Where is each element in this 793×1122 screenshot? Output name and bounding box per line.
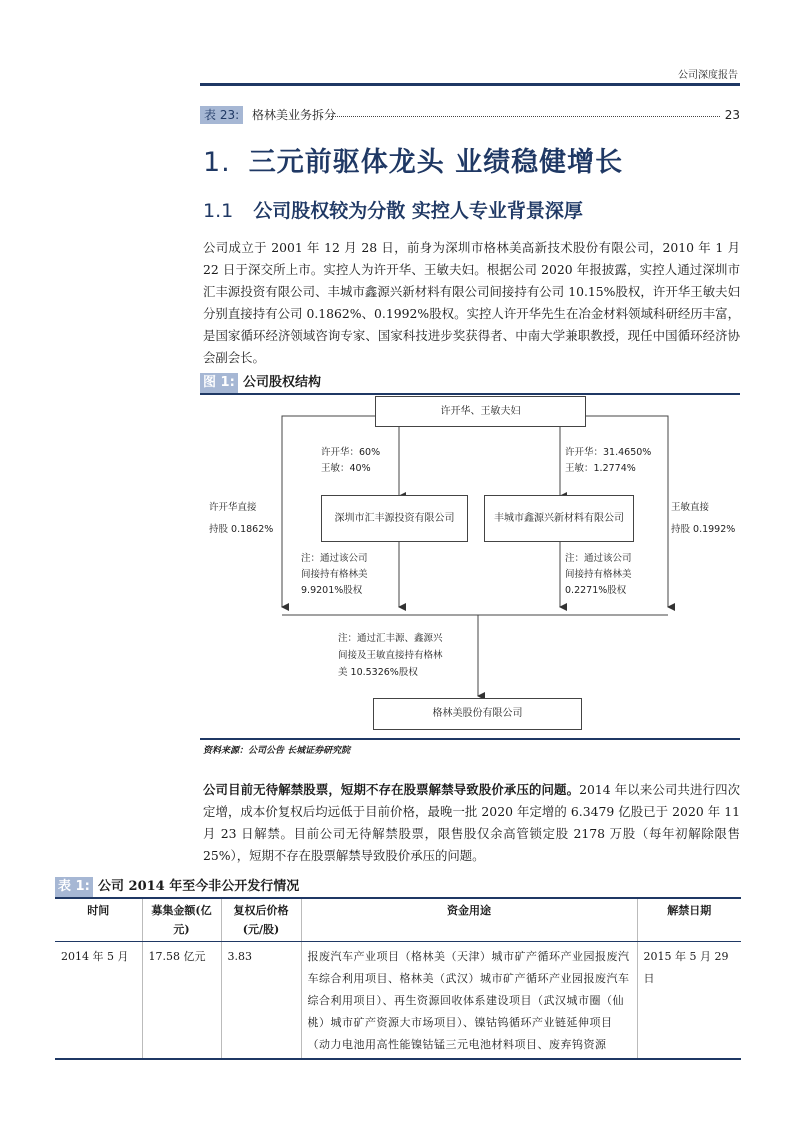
figure-bottom-rule bbox=[200, 738, 740, 740]
figure-tag: 图 1: bbox=[200, 373, 238, 393]
table-tag: 表 1: bbox=[55, 877, 93, 897]
table-caption bbox=[55, 877, 741, 899]
toc-label: 表 23: bbox=[200, 106, 243, 124]
toc-leader-dots bbox=[328, 116, 720, 117]
report-type-label: 公司深度报告 bbox=[678, 70, 738, 81]
node-xinyuanxing: 丰城市鑫源兴新材料有限公司 bbox=[484, 495, 634, 542]
col-amount: 募集金额(亿元) bbox=[142, 899, 221, 942]
cell-amount: 17.58 亿元 bbox=[142, 942, 221, 1061]
cell-usage: 报废汽车产业项目（格林美（天津）城市矿产循环产业园报废汽车综合利用项目、格林美（武汉）城市矿产循环产业园报废汽车综合利用项目）、再生资源回收体系建设项目（武汉城市圈（仙桃）城市矿产资源大市场项目）、镍钴钨循环产业链延伸项目（动力电池用高性能镍钴锰三元电池材料项目、废弃钨资源 bbox=[301, 942, 637, 1061]
subsection-heading bbox=[203, 196, 583, 223]
ownership-diagram bbox=[200, 393, 740, 738]
footer-rule bbox=[55, 1058, 741, 1060]
cell-price: 3.83 bbox=[221, 942, 301, 1061]
note-right-share: 许开华：31.4650% 王敏：1.2774% bbox=[565, 447, 652, 474]
figure-source: 资料来源：公司公告 长城证券研究院 bbox=[203, 746, 351, 756]
note-xu-direct: 许开华直接 持股 0.1862% bbox=[209, 502, 274, 535]
header-rule bbox=[200, 83, 740, 86]
note-right-indirect: 注：通过该公司 间接持有格林美 0.2271%股权 bbox=[565, 553, 632, 596]
unlock-paragraph-lead: 公司目前无待解禁股票，短期不存在股票解禁导致股价承压的问题。 bbox=[203, 782, 580, 797]
section-number: 1. bbox=[203, 147, 231, 178]
intro-paragraph: 公司成立于 2001 年 12 月 28 日，前身为深圳市格林美高新技术股份有限公司，2010 年 1 月 22 日于深交所上市。实控人为许开华、王敏夫妇。根据公司 2020 年报披露，实控人通过深圳市汇丰源投资有限公司、丰城市鑫源兴新材料有限公司间接持有公司 10.15%股权，许开华王敏夫妇分别直接持有公司 0.1862%、0.1992%股权。实控人许开华先生在冶金材料领域科研经历丰富，是国家循环经济领域咨询专家、国家科技进步奖获得者、中南大学兼职教授，现任中国循环经济协会副会长。 bbox=[203, 240, 740, 365]
placement-table bbox=[55, 899, 741, 1060]
col-unlock: 解禁日期 bbox=[637, 899, 741, 942]
toc-page: 23 bbox=[724, 108, 740, 122]
col-time: 时间 bbox=[55, 899, 142, 942]
subsection-title: 公司股权较为分散 实控人专业背景深厚 bbox=[253, 200, 583, 222]
section-heading bbox=[203, 140, 623, 179]
col-price: 复权后价格(元/股) bbox=[221, 899, 301, 942]
table-title: 公司 2014 年至今非公开发行情况 bbox=[98, 879, 300, 894]
note-left-indirect: 注：通过该公司 间接持有格林美 9.9201%股权 bbox=[301, 553, 368, 596]
table-header-row bbox=[55, 899, 741, 942]
cell-unlock: 2015 年 5 月 29 日 bbox=[643, 950, 729, 985]
node-controllers: 许开华、王敏夫妇 bbox=[375, 396, 586, 427]
unlock-paragraph-body: 2014 年以来公司共进行四次定增，成本价复权后均远低于目前价格，最晚一批 2020 年定增的 6.3479 亿股已于 2020 年 11 月 23 日解禁。目前公司无待解禁股票，限售股仅余高管锁定股 2178 万股（每年初解除限售 25%），短期不存在股票解禁导致股价承压的问题。 bbox=[203, 782, 740, 863]
figure-caption bbox=[200, 373, 740, 395]
node-gem: 格林美股份有限公司 bbox=[373, 698, 582, 730]
toc-title: 格林美业务拆分 bbox=[252, 108, 337, 122]
note-left-share: 许开华：60% 王敏：40% bbox=[321, 447, 381, 474]
col-usage: 资金用途 bbox=[301, 899, 637, 942]
unlock-paragraph bbox=[203, 779, 740, 867]
diagram-connectors bbox=[200, 393, 740, 738]
cell-time: 2014 年 5 月 bbox=[55, 942, 142, 1061]
node-huifengyuan: 深圳市汇丰源投资有限公司 bbox=[321, 495, 468, 542]
note-combined: 注：通过汇丰源、鑫源兴 间接及王敏直接持有格林 美 10.5326%股权 bbox=[338, 633, 443, 678]
note-wang-direct: 王敏直接 持股 0.1992% bbox=[671, 502, 736, 535]
toc-entry[interactable] bbox=[200, 106, 740, 124]
subsection-number: 1.1 bbox=[203, 200, 234, 222]
section-title: 三元前驱体龙头 业绩稳健增长 bbox=[248, 147, 624, 178]
figure-title: 公司股权结构 bbox=[243, 375, 322, 390]
table-row bbox=[55, 942, 741, 1061]
